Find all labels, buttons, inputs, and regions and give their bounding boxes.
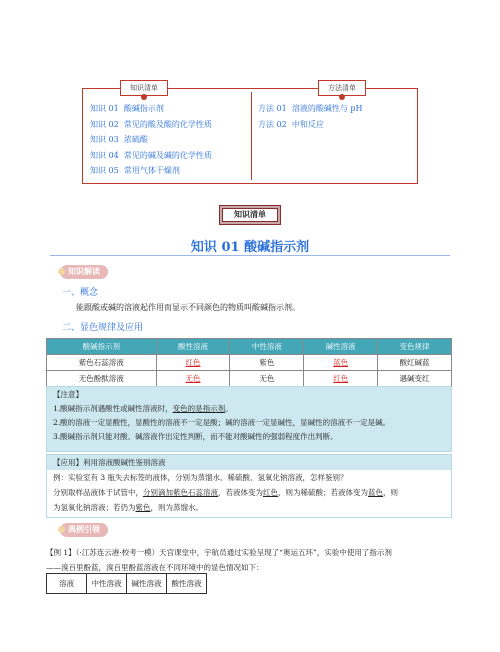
toc-link-knowledge-04[interactable]: 知识 04 常见的碱及碱的化学性质: [90, 150, 212, 160]
pill-knowledge-reading: 知识解读: [60, 265, 108, 279]
table-cell: 无色: [230, 371, 304, 387]
table-row: [47, 355, 452, 371]
pill-example: 典例引领: [60, 523, 108, 537]
toc-method-list: [258, 101, 362, 132]
table-cell: 紫色石蕊溶液: [47, 355, 157, 371]
table-header: 中性溶液: [230, 339, 304, 355]
toc-link-knowledge-03[interactable]: 知识 03 浓硫酸: [90, 135, 148, 144]
application-line-1: 例：实验室有 3 瓶失去标签的液体，分别为蒸馏水、稀硫酸、氢氧化钠溶液，怎样鉴别？: [53, 473, 348, 482]
table-cell: 无色酚酞溶液: [47, 371, 157, 387]
toc-divider: [251, 92, 252, 180]
toc-tab-knowledge: [120, 80, 168, 96]
table-cell: 酸性溶液: [167, 574, 207, 594]
application-line-3: 为氢氧化钠溶液；若仍为紫色，则为蒸馏水。: [53, 503, 203, 512]
table-row: [47, 574, 207, 594]
toc-link-knowledge-02[interactable]: 知识 02 常见的酸及酸的化学性质: [90, 119, 212, 129]
title-underline: [50, 255, 450, 256]
toc-tab-method: [318, 80, 366, 96]
toc-link-knowledge-05[interactable]: 知识 05 常用气体干燥剂: [90, 166, 180, 175]
toc-tab-knowledge-label: 知识清单: [130, 84, 158, 92]
heading-rules: 二、显色规律及应用: [62, 323, 144, 333]
toc-knowledge-list: [90, 101, 212, 179]
cell-red-answer: 红色: [333, 374, 349, 383]
table-cell: 紫色: [230, 355, 304, 371]
table-header: 酸碱指示剂: [47, 339, 157, 355]
example-table: [46, 573, 207, 594]
table-cell: [304, 371, 378, 387]
note-line-3: 3.酸碱指示剂只能对酸、碱溶液作出定性判断，而不能对酸碱性的强弱程度作出判断。: [53, 432, 338, 441]
table-cell: [156, 371, 230, 387]
table-cell: 酸红碱蓝: [378, 355, 452, 371]
table-cell: 碱性溶液: [127, 574, 167, 594]
section-badge: [219, 205, 281, 225]
indicator-table: [46, 338, 452, 387]
toc-tab-method-label: 方法清单: [328, 84, 356, 92]
section-badge-label: 知识清单: [222, 208, 278, 222]
toc-link-method-02[interactable]: 方法 02 中和反应: [258, 119, 324, 129]
example-line-2: ——溴百里酚蓝，溴百里酚蓝溶液在不同环境中的显色情况如下：: [46, 563, 264, 572]
table-cell: [304, 355, 378, 371]
example-line-1: 【例 1】（·江苏连云港·校考一模）天宫课堂中，宇航员通过实验呈现了“奥运五环”，实验中使用了指示剂: [46, 548, 392, 557]
note-line-1: 1.酸碱指示剂遇酸性或碱性溶液时，变色的是指示剂。: [53, 404, 233, 413]
application-line-2: 分别取样品液体于试管中，分别滴加紫色石蕊溶液，若液体变为红色，则为稀硫酸；若液体变为蓝色，则: [53, 488, 398, 497]
application-box: [46, 454, 452, 518]
table-row: [47, 371, 452, 387]
cell-red-answer: 红色: [185, 358, 201, 367]
table-header: 碱性溶液: [304, 339, 378, 355]
page-title: 知识 01 酸碱指示剂: [190, 240, 310, 255]
note-heading: 【注意】: [53, 390, 83, 399]
table-header: 酸性溶液: [156, 339, 230, 355]
table-header: 变色规律: [378, 339, 452, 355]
toc-tab-dot: [141, 94, 147, 100]
table-cell: [156, 355, 230, 371]
toc-tab-dot: [339, 94, 345, 100]
example-text: [46, 545, 466, 575]
table-header-row: [47, 339, 452, 355]
cell-colorless-answer: 无色: [185, 374, 201, 383]
note-line-2: 2.酸的溶液一定显酸性，显酸性的溶液不一定是酸；碱的溶液一定显碱性，显碱性的溶液不一定是碱。: [53, 418, 391, 427]
application-heading: 【应用】利用溶液酸碱性鉴别溶液: [47, 455, 451, 470]
note-box: [46, 386, 452, 452]
concept-text: 能跟酸或碱的溶液起作用而显示不同颜色的物质叫酸碱指示剂。: [76, 303, 300, 312]
toc-link-method-01[interactable]: 方法 01 溶液的酸碱性与 pH: [258, 104, 363, 113]
heading-concept: 一、概念: [62, 288, 99, 298]
table-cell: 溶液: [47, 574, 87, 594]
table-cell: 遇碱变红: [378, 371, 452, 387]
toc-link-knowledge-01[interactable]: 知识 01 酸碱指示剂: [90, 104, 164, 113]
table-cell: 中性溶液: [87, 574, 127, 594]
cell-blue-answer: 蓝色: [333, 358, 349, 367]
